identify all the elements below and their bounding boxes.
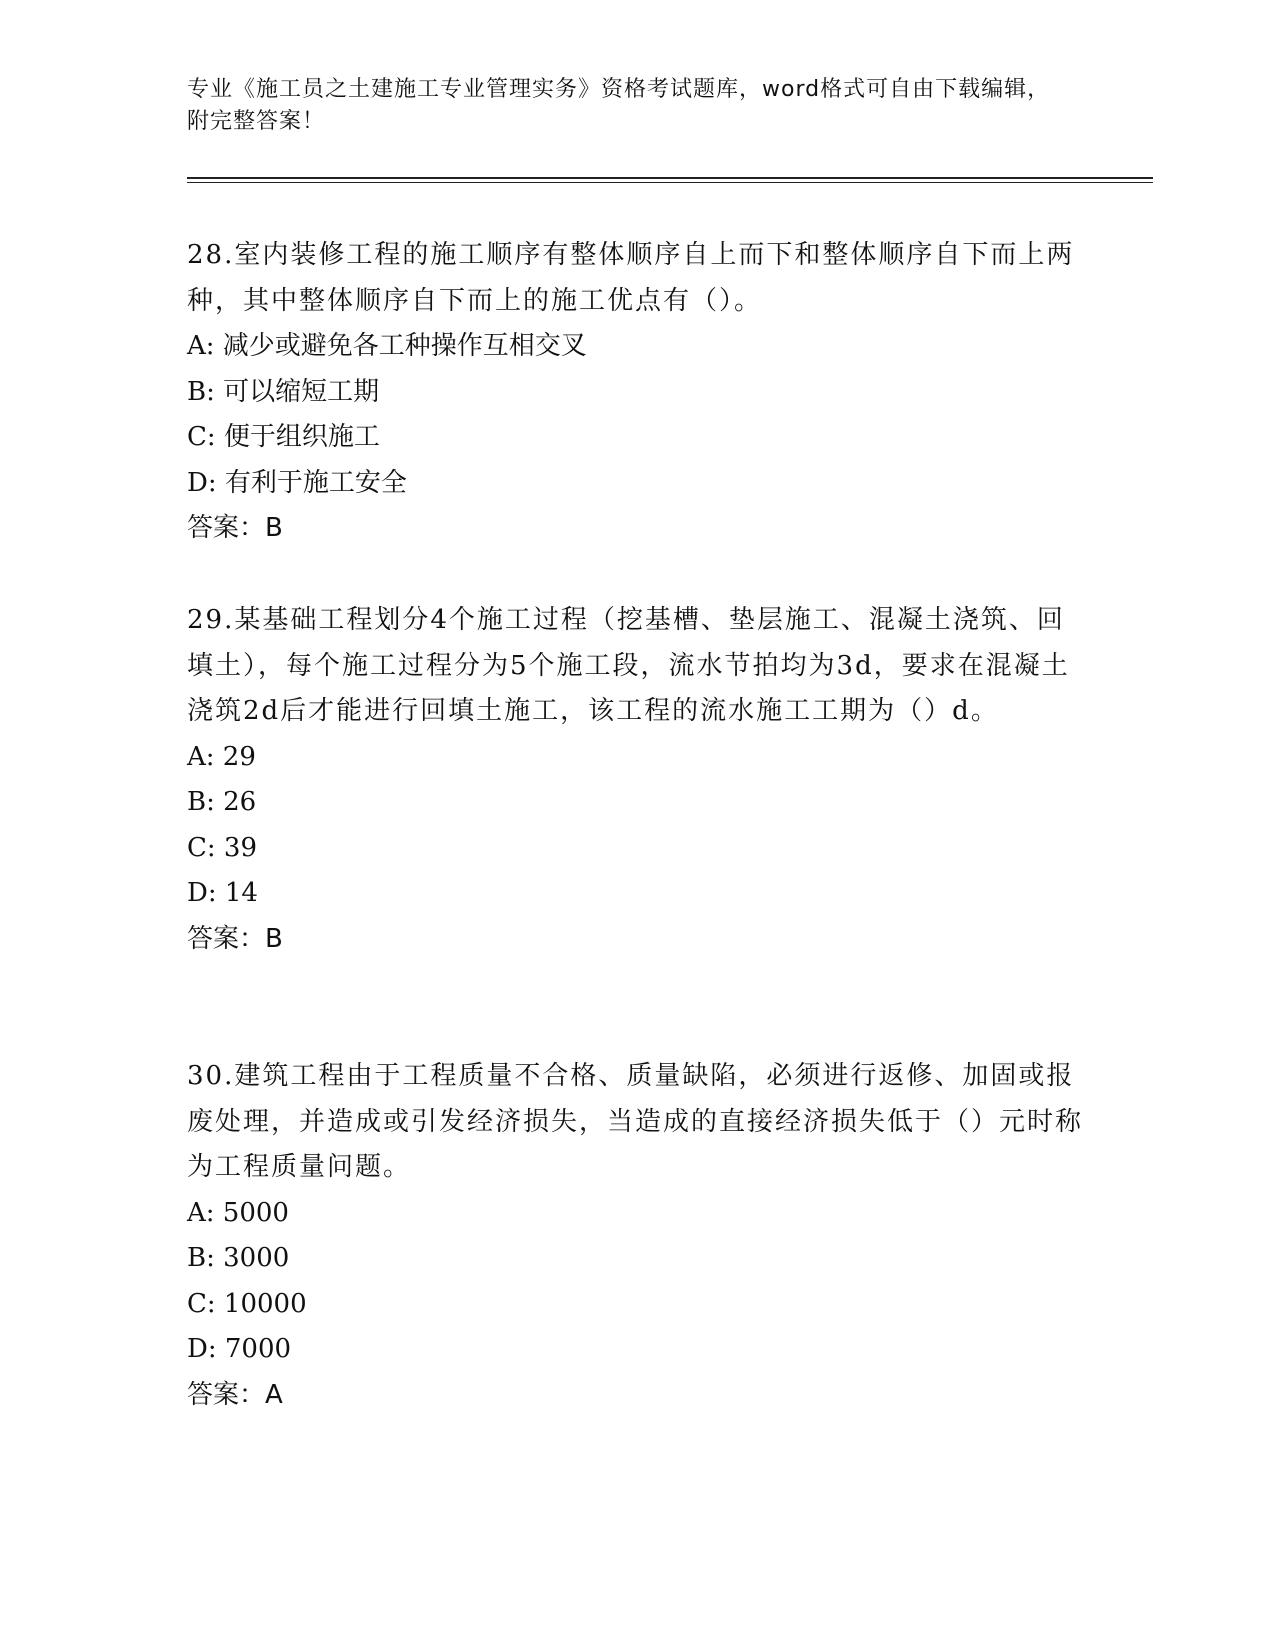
option-a: A: 29 <box>187 741 256 772</box>
option-d: D: 14 <box>187 878 258 908</box>
option-d: D: 7000 <box>187 1334 292 1364</box>
document-header <box>187 74 1067 138</box>
question-stem: 29.某基础工程划分4个施工过程（挖基槽、垫层施工、混凝土浇筑、回填土），每个施工过程分为5个施工段，流水节拍均为3d，要求在混凝土浇筑2d后才能进行回填土施工，该工程的流水施工工期为（）d。 <box>187 605 1070 726</box>
answer-line: 答案：B <box>187 513 283 543</box>
question-30 <box>187 1054 1087 1418</box>
option-a: A: 减少或避免各工种操作互相交叉 <box>187 331 587 361</box>
option-c: C: 39 <box>187 832 258 863</box>
header-divider-thick <box>187 177 1153 179</box>
question-29 <box>187 598 1087 962</box>
option-b: B: 3000 <box>187 1243 290 1273</box>
option-a: A: 5000 <box>187 1197 289 1228</box>
question-28 <box>187 233 1087 552</box>
answer-line: 答案：A <box>187 1379 283 1410</box>
option-c: C: 10000 <box>187 1288 307 1319</box>
option-b: B: 26 <box>187 787 257 817</box>
option-d: D: 有利于施工安全 <box>187 467 407 498</box>
header-divider-thin <box>187 182 1153 183</box>
option-c: C: 便于组织施工 <box>187 422 380 452</box>
option-b: B: 可以缩短工期 <box>187 376 380 407</box>
header-text: 专业《施工员之土建施工专业管理实务》资格考试题库，word格式可自由下载编辑，附完整答案！ <box>187 77 1051 134</box>
answer-line: 答案：B <box>187 923 283 954</box>
question-stem: 28.室内装修工程的施工顺序有整体顺序自上而下和整体顺序自下而上两种，其中整体顺序自下而上的施工优点有（）。 <box>187 240 1075 316</box>
question-stem: 30.建筑工程由于工程质量不合格、质量缺陷，必须进行返修、加固或报废处理，并造成或引发经济损失，当造成的直接经济损失低于（）元时称为工程质量问题。 <box>187 1061 1084 1182</box>
